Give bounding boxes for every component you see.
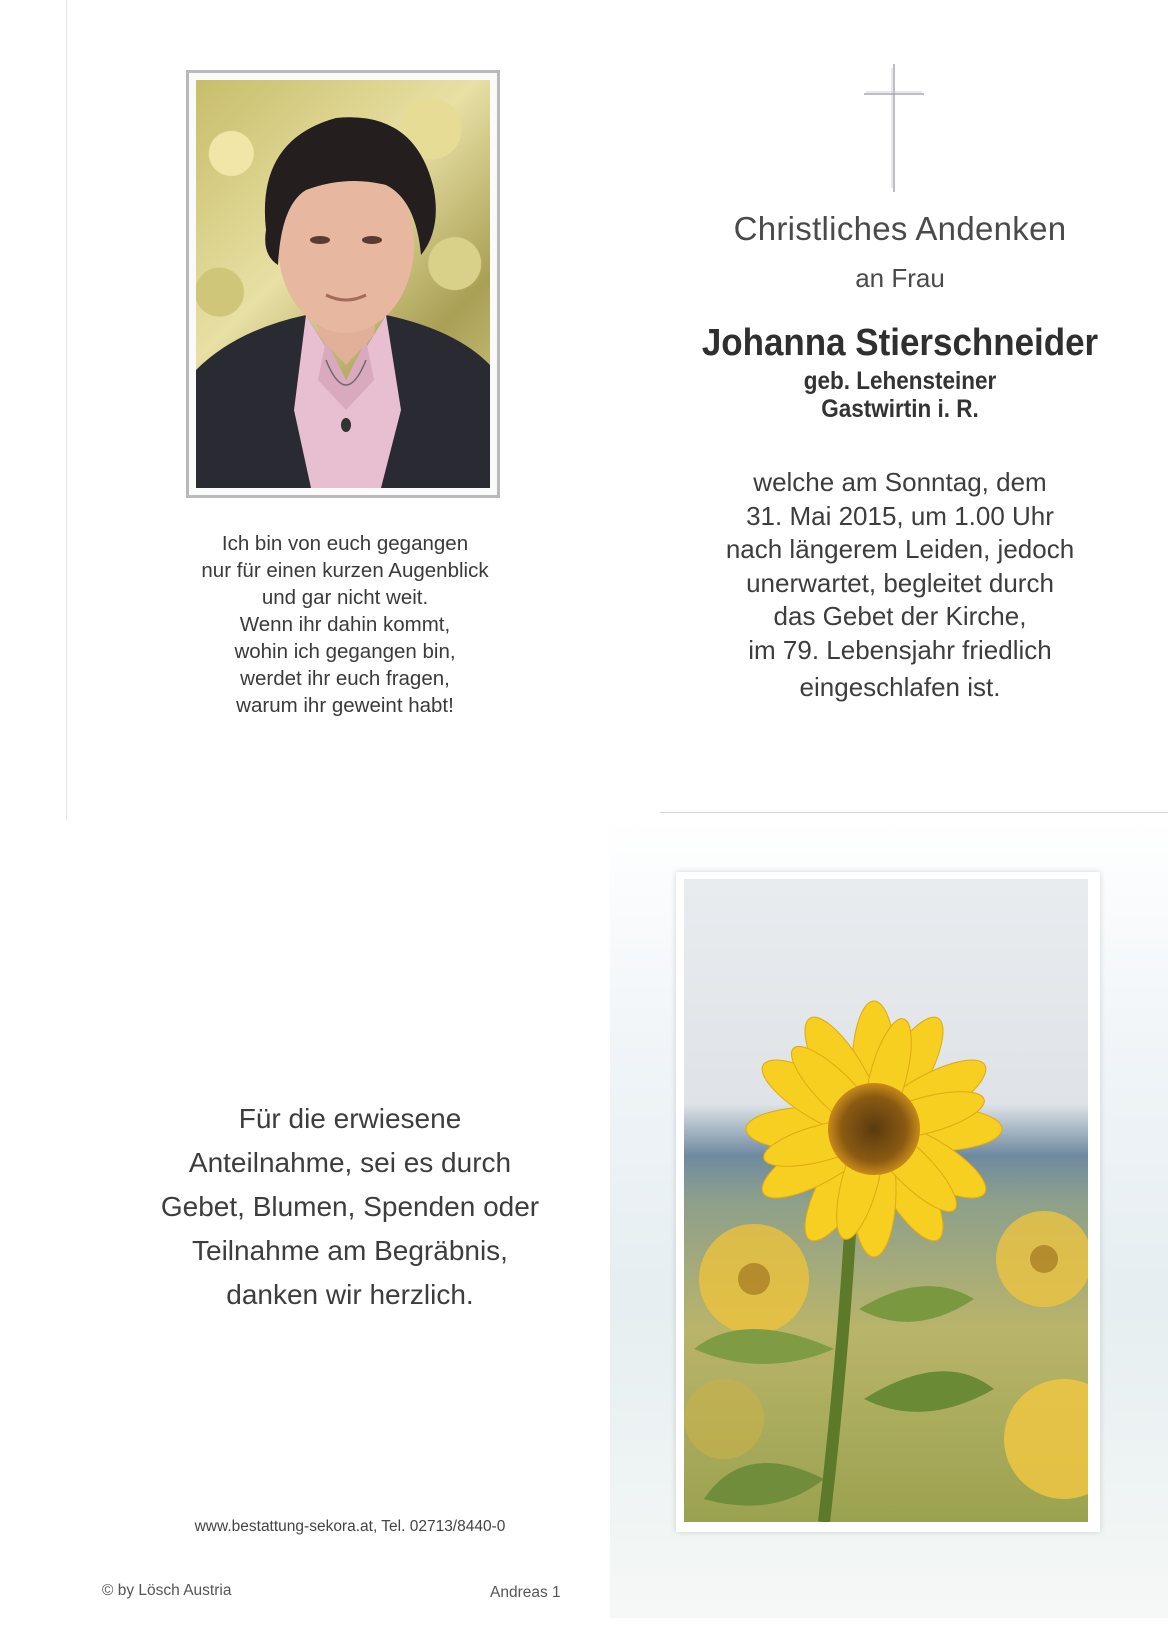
thanks-line: Für die erwiesene	[238, 1103, 462, 1134]
design-code: Andreas 1	[490, 1584, 561, 1601]
poem-line: wohin ich gegangen bin,	[234, 640, 456, 663]
thanks-message	[120, 1097, 580, 1317]
fold-line-horizontal	[660, 812, 1168, 813]
thanks-line: Gebet, Blumen, Spenden oder	[160, 1191, 540, 1222]
poem	[150, 530, 540, 719]
deceased-name: Johanna Stierschneider	[701, 322, 1099, 364]
cross-icon	[862, 64, 926, 192]
thanks-line: Anteilnahme, sei es durch	[188, 1147, 512, 1178]
salutation: an Frau	[855, 263, 945, 293]
thanks-line: danken wir herzlich.	[226, 1279, 474, 1310]
death-notice-line: das Gebet der Kirche,	[773, 601, 1027, 631]
fold-line-vertical	[66, 0, 67, 820]
poem-line: nur für einen kurzen Augenblick	[201, 559, 489, 582]
occupation: Gastwirtin i. R.	[821, 395, 979, 423]
thanks-line: Teilnahme am Begräbnis,	[192, 1235, 508, 1266]
sunflower-illustration	[684, 879, 1088, 1522]
death-notice-line: welche am Sonntag, dem	[753, 467, 1047, 497]
funeral-home-contact: www.bestattung-sekora.at, Tel. 02713/8440-0	[194, 1518, 506, 1535]
poem-line: Ich bin von euch gegangen	[221, 532, 469, 555]
death-notice	[660, 466, 1140, 705]
death-notice-line: im 79. Lebensjahr friedlich	[748, 634, 1052, 665]
portrait-photo	[196, 80, 490, 488]
card-title: Christliches Andenken	[733, 210, 1067, 247]
death-notice-line: unerwartet, begleitet durch	[746, 567, 1054, 598]
death-notice-line: 31. Mai 2015, um 1.00 Uhr	[746, 500, 1054, 531]
death-notice-line: eingeschlafen ist.	[799, 672, 1001, 702]
portrait-illustration	[196, 80, 490, 488]
sunflower-photo	[684, 879, 1088, 1522]
poem-line: warum ihr geweint habt!	[236, 694, 454, 717]
poem-line: und gar nicht weit.	[261, 586, 429, 609]
maiden-name: geb. Lehensteiner	[803, 367, 997, 395]
poem-line: Wenn ihr dahin kommt,	[239, 613, 451, 636]
death-notice-line: nach längerem Leiden, jedoch	[725, 534, 1075, 564]
sunflower-frame	[676, 872, 1100, 1532]
copyright-notice: © by Lösch Austria	[102, 1582, 232, 1599]
poem-line: werdet ihr euch fragen,	[240, 667, 450, 690]
portrait-frame	[186, 70, 500, 498]
